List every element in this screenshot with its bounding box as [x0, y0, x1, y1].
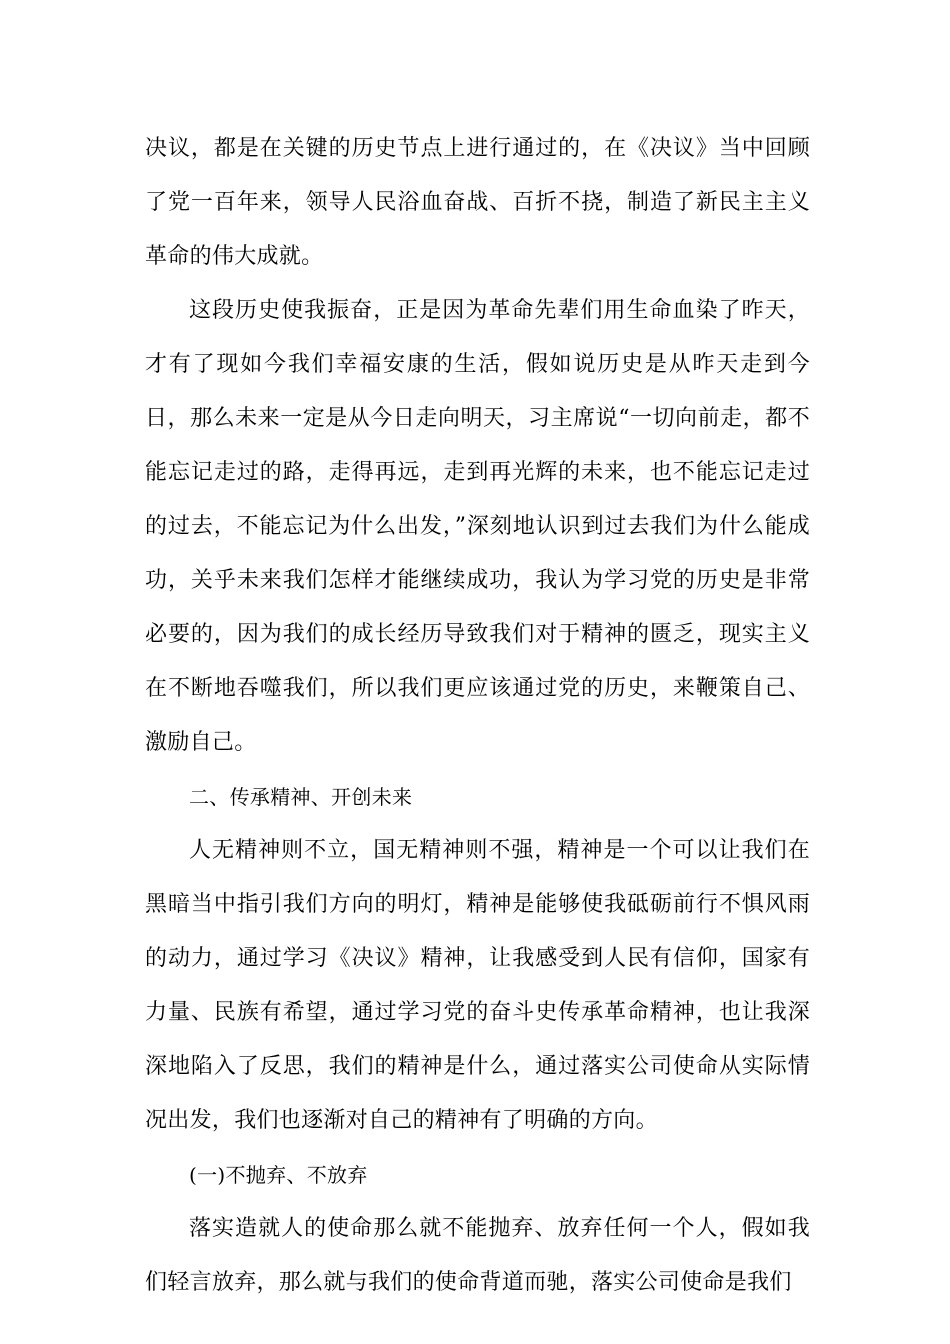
paragraph-history-inspiration: 这段历史使我振奋，正是因为革命先辈们用生命血染了昨天，才有了现如今我们幸福安康的生活，假如说历史是从昨天走到今日，那么未来一定是从今日走向明天，习主席说“一切向前走，都不能忘记走过的路，走得再远，走到再光辉的未来，也不能忘记走过的过去，不能忘记为什么出发，”深刻地认识到过去我们为什么能成功，关乎未来我们怎样才能继续成功，我认为学习党的历史是非常必要的，因为我们的成长经历导致我们对于精神的匮乏，现实主义在不断地吞噬我们，所以我们更应该通过党的历史，来鞭策自己、激励自己。: [145, 298, 810, 755]
document-page: [145, 122, 810, 1310]
section-heading-inherit-spirit: 二、传承精神、开创未来: [189, 785, 413, 809]
subsection-heading-never-give-up: (一)不抛弃、不放弃: [189, 1163, 368, 1187]
paragraph-mission: 落实造就人的使命那么就不能抛弃、放弃任何一个人，假如我们轻言放弃，那么就与我们的使命背道而驰，落实公司使命是我们: [145, 1216, 810, 1295]
paragraph-spirit: 人无精神则不立，国无精神则不强，精神是一个可以让我们在黑暗当中指引我们方向的明灯，精神是能够使我砥砺前行不惧风雨的动力，通过学习《决议》精神，让我感受到人民有信仰，国家有力量、民族有希望，通过学习党的奋斗史传承革命精神，也让我深深地陷入了反思，我们的精神是什么，通过落实公司使命从实际情况出发，我们也逐渐对自己的精神有了明确的方向。: [145, 838, 810, 1133]
paragraph-resolution-review: 决议，都是在关键的历史节点上进行通过的，在《决议》当中回顾了党一百年来，领导人民浴血奋战、百折不挠，制造了新民主主义革命的伟大成就。: [145, 136, 810, 269]
